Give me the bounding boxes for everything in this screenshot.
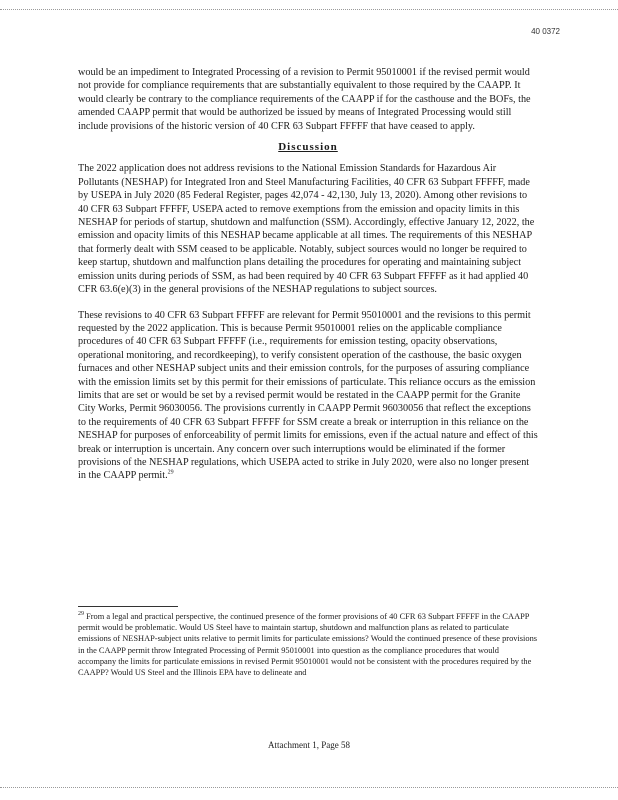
footnote-reference: 29	[167, 469, 174, 476]
intro-paragraph: would be an impediment to Integrated Processing of a revision to Permit 95010001 if the revised permit would not provide for compliance requirements that are substantially equivalent to those required by the CAAPP. It would clearly be contrary to the compliance requirements of the CAAPP if for the casthouse and the BOFs, the amended CAAPP permit that would be authorized be issued by means of Integrated Processing would still include provisions of the historic version of 40 CFR 63 Subpart FFFFF that have ceased to apply.	[78, 67, 531, 132]
scan-edge-top	[0, 9, 618, 10]
footnote-marker: 29	[78, 611, 84, 618]
footnote-text: From a legal and practical perspective, the continued presence of the former provisions of 40 CFR 63 Subpart FFFFF in the CAAPP permit would be problematic. Would US Steel have to maintain startup, shutdown and malfunction plans as related to particulate emissions of NESHAP-subject units relative to permit limits for particulate emissions? Would the continued presence of these provisions in the CAAPP permit throw Integrated Processing of Permit 95010001 into question as the compliance procedures that would accompany the limits for particulate emissions in revised Permit 95010001 would not be consistent with the procedures required by the CAAPP? Would US Steel and the Illinois EPA have to delineate and	[78, 612, 538, 678]
footnote	[78, 611, 538, 678]
discussion-paragraph-1: The 2022 application does not address revisions to the National Emission Standards for Hazardous Air Pollutants (NESHAP) for Integrated Iron and Steel Manufacturing Facilities, 40 CFR 63 Subpart FFFFF, made by USEPA in July 2020 (85 Federal Register, pages 42,074 - 42,130, July 13, 2020). Among other revisions to 40 CFR 63 Subpart FFFFF, USEPA acted to remove exemptions from the emission and opacity limits in this NESHAP for periods of startup, shutdown and malfunction (SSM). Accordingly, effective January 12, 2022, the emission and opacity limits of this NESHAP became applicable at all times. The requirements of this NESHAP that formerly dealt with SSM ceased to be applicable. Notably, subject sources would no longer be required to keep startup, shutdown and malfunction plans detailing the procedures for operating and maintaining subject emission units during periods of SSM, as had been required by 40 CFR 63 Subpart FFFFF as it had applied 40 CFR 63.6(e)(3) in the general provisions of the NESHAP regulations to subject sources.	[78, 163, 535, 296]
discussion-paragraph-2	[78, 309, 538, 483]
page-footer: Attachment 1, Page 58	[268, 740, 350, 750]
section-heading: Discussion	[278, 141, 338, 154]
page-identifier: 40 0372	[531, 27, 560, 36]
footnote-divider	[78, 606, 178, 607]
scan-edge-bottom	[0, 787, 618, 788]
discussion-paragraph-2-text: These revisions to 40 CFR 63 Subpart FFFFF are relevant for Permit 95010001 and the revisions to this permit requested by the 2022 application. This is because Permit 95010001 relies on the applicable compliance procedures of 40 CFR 63 Subpart FFFFF (i.e., requirements for emission testing, opacity observations, operational monitoring, and recordkeeping), to verify consistent operation of the casthouse, the basic oxygen furnaces and other NESHAP subject units and their emission controls, for the purposes of assuring compliance with the emission limits set by this permit for their emissions of particulate. This reliance occurs as the emission limits that are set or would be set by a revised permit would be restated in the CAAPP permit for the Granite City Works, Permit 96030056. The provisions currently in CAAPP Permit 96030056 that reflect the exceptions to the requirements of 40 CFR 63 Subpart FFFFF for SSM create a break or interruption in this reliance on the NESHAP for purposes of enforceability of permit limits for emissions, even if the actual nature and effect of this break or interruption is uncertain. Any concern over such interruptions would be eliminated if the former provisions of the NESHAP regulations, which USEPA acted to strike in July 2020, were also no longer present in the CAAPP permit.	[78, 309, 538, 482]
document-body	[78, 66, 538, 495]
